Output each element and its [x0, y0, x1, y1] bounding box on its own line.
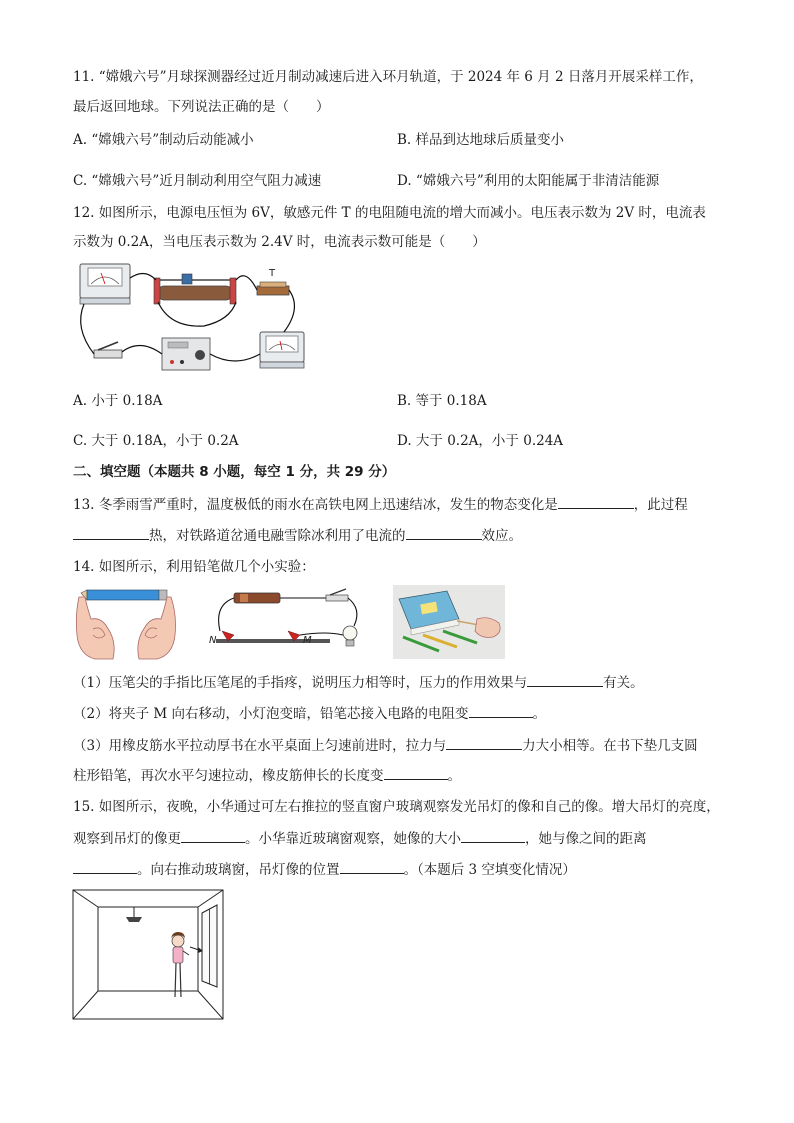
pencil-icon — [81, 590, 167, 600]
voltmeter-icon — [80, 264, 130, 304]
q14-text-1b: 有关。 — [603, 675, 644, 691]
q14-intro: 14. 如图所示，利用铅笔做几个小实验： — [73, 559, 315, 575]
q14-fig3-book-pencils-photo — [393, 585, 505, 659]
q15-blank-2 — [461, 828, 525, 843]
q14-blank-1 — [527, 672, 603, 687]
q11-option-d: D. “嫦娥六号”利用的太阳能属于非清洁能源 — [397, 173, 660, 189]
q13-line1 — [73, 494, 688, 515]
label-n: N — [209, 635, 217, 646]
q11-stem-line2: 最后返回地球。下列说法正确的是（ ） — [73, 99, 330, 115]
q12-option-a: A. 小于 0.18A — [73, 393, 163, 409]
section-title: 二、填空题（本题共 8 小题，每空 1 分，共 29 分） — [73, 464, 396, 480]
q15-text-3a: 。向右推动玻璃窗，吊灯像的位置 — [137, 862, 340, 878]
q13-blank-1 — [558, 494, 634, 509]
q11-stem-line1: 11. “嫦娥六号”月球探测器经过近月制动减速后进入环月轨道，于 2024 年 6 月 2 日落月开展采样工作， — [73, 69, 703, 85]
q14-text-3b: 力大小相等。在书下垫几支圆 — [522, 738, 698, 754]
light-bulb-icon — [343, 626, 357, 646]
q14-blank-3 — [446, 735, 522, 750]
switch-icon — [326, 589, 348, 601]
battery-icon — [234, 593, 280, 603]
q13-text-1a: 13. 冬季雨雪严重时，温度极低的雨水在高铁电网上迅速结冰，发生的物态变化是 — [73, 497, 558, 513]
q15-text-3b: 。（本题后 3 空填变化情况） — [403, 862, 576, 878]
q15-text-2a: 观察到吊灯的像更 — [73, 831, 181, 847]
q13-text-1b: ，此过程 — [633, 497, 688, 513]
q14-text-3c: 柱形铅笔，再次水平匀速拉动，橡皮筋伸长的长度变 — [73, 768, 384, 784]
q13-text-2a: 热，对铁路道岔通电融雪除冰利用了电流的 — [149, 528, 406, 544]
q15-line1: 15. 如图所示，夜晚，小华通过可左右推拉的竖直窗户玻璃观察发光吊灯的像和自己的像。增大吊灯的亮度， — [73, 799, 720, 815]
power-supply-icon — [162, 338, 210, 370]
q15-blank-4 — [340, 859, 404, 874]
arrow-right-icon — [190, 947, 203, 953]
q14-text-3d: 。 — [447, 768, 461, 784]
q12-circuit-figure — [70, 258, 315, 380]
q14-text-1a: （1）压笔尖的手指比压笔尾的手指疼，说明压力相等时，压力的作用效果与 — [73, 675, 528, 691]
q14-blank-4 — [384, 765, 448, 780]
q11-option-a: A. “嫦娥六号”制动后动能减小 — [73, 132, 254, 148]
q12-option-b: B. 等于 0.18A — [397, 393, 487, 409]
q14-blank-2 — [469, 703, 533, 718]
q15-room-figure — [72, 889, 224, 1020]
q15-text-2b: 。小华靠近玻璃窗观察，她像的大小 — [245, 831, 461, 847]
window-icon — [202, 905, 217, 987]
q14-part1 — [73, 672, 644, 693]
q13-line2 — [73, 525, 522, 546]
q13-blank-3 — [406, 525, 482, 540]
q15-text-2c: ，她与像之间的距离 — [525, 831, 647, 847]
q12-stem-line2: 示数为 0.2A，当电压表示数为 2.4V 时，电流表示数可能是（ ） — [73, 234, 486, 250]
label-t: T — [269, 268, 276, 279]
q14-text-3a: （3）用橡皮筋水平拉动厚书在水平桌面上匀速前进时，拉力与 — [73, 738, 447, 754]
q14-part2 — [73, 703, 546, 724]
room-outline — [73, 890, 223, 1019]
q12-option-c: C. 大于 0.18A，小于 0.2A — [73, 433, 239, 449]
sensitive-element-t-icon — [257, 282, 289, 295]
q14-text-2a: （2）将夹子 M 向右移动，小灯泡变暗，铅笔芯接入电路的电阻变 — [73, 706, 469, 722]
right-hand-icon — [138, 597, 176, 659]
q15-blank-3 — [73, 859, 137, 874]
q13-blank-2 — [73, 525, 149, 540]
circuit-wires — [219, 598, 357, 635]
pencil-lead-icon — [216, 639, 330, 643]
q13-text-2b: 效应。 — [481, 528, 522, 544]
q14-fig1-pencil-fingers — [73, 585, 185, 660]
q14-fig2-pencil-lead-circuit — [206, 585, 366, 653]
q14-text-2b: 。 — [532, 706, 546, 722]
ammeter-icon — [260, 332, 304, 368]
q14-part3-line2 — [73, 765, 461, 786]
label-m: M — [303, 635, 312, 646]
q15-line3 — [73, 859, 576, 880]
q15-blank-1 — [181, 828, 245, 843]
q11-option-c: C. “嫦娥六号”近月制动利用空气阻力减速 — [73, 173, 322, 189]
switch-icon — [94, 342, 122, 358]
q14-part3-line1 — [73, 735, 698, 756]
slide-rheostat-icon — [154, 274, 236, 304]
q12-stem-line1: 12. 如图所示，电源电压恒为 6V，敏感元件 T 的电阻随电流的增大而减小。电压表示数为 2V 时，电流表 — [73, 205, 706, 221]
q12-option-d: D. 大于 0.2A，小于 0.24A — [397, 433, 564, 449]
q15-line2 — [73, 828, 647, 849]
ceiling-lamp-icon — [126, 907, 142, 922]
left-hand-icon — [76, 597, 114, 659]
girl-icon — [171, 932, 189, 997]
q11-option-b: B. 样品到达地球后质量变小 — [397, 132, 565, 148]
